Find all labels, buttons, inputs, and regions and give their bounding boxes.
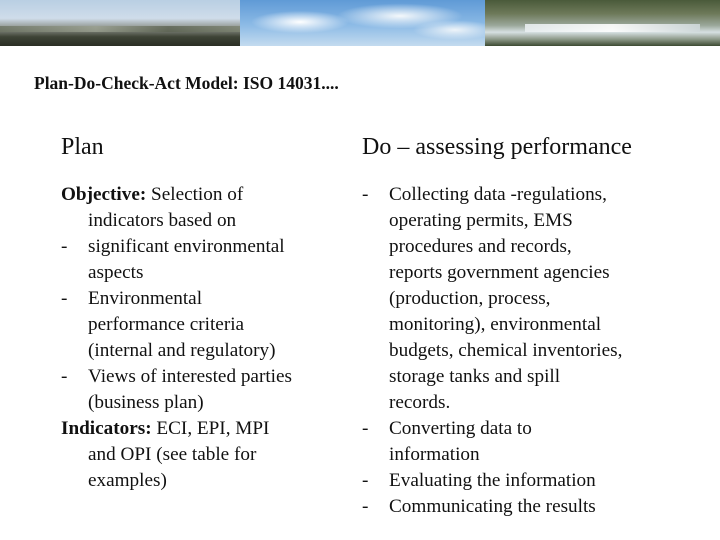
waterfall-photo — [485, 0, 720, 46]
do-bullet-4 — [362, 494, 682, 520]
do-bullet-2 — [362, 416, 682, 468]
indicators-label: Indicators: — [61, 418, 152, 439]
plan-bullet-1-line: significant environmental — [88, 236, 285, 257]
header-banner — [0, 0, 720, 46]
do-bullet-2-line: information — [389, 444, 480, 465]
plan-column — [61, 132, 351, 494]
indicators-text-3: examples) — [88, 470, 167, 491]
do-bullet-1-line: budgets, chemical inventories, — [389, 340, 623, 361]
plan-bullet-2-line: Environmental — [88, 288, 203, 309]
do-bullet-1-line: procedures and records, — [389, 236, 572, 257]
do-bullet-1-line: records. — [389, 392, 451, 413]
do-heading: Do – assessing performance — [362, 134, 632, 160]
landscape-photo — [0, 0, 240, 46]
objective-text: Selection of — [146, 184, 244, 205]
indicators-text-2: and OPI (see table for — [88, 444, 257, 465]
do-bullet-3 — [362, 468, 682, 494]
bullet-dash: - — [362, 418, 369, 439]
plan-bullet-3 — [61, 364, 351, 416]
slide-title: Plan-Do-Check-Act Model: ISO 14031.... — [34, 73, 339, 93]
do-bullet-1 — [362, 182, 682, 416]
do-bullet-3-line: Evaluating the information — [389, 470, 596, 491]
do-bullet-1-line: (production, process, — [389, 288, 551, 309]
do-body — [362, 182, 682, 520]
do-bullet-1-line: reports government agencies — [389, 262, 610, 283]
plan-bullet-3-line: (business plan) — [88, 392, 204, 413]
do-column — [362, 132, 682, 520]
plan-bullet-1-line: aspects — [88, 262, 144, 283]
do-bullet-4-line: Communicating the results — [389, 496, 596, 517]
objective-text-2: indicators based on — [88, 210, 237, 231]
objective-label: Objective: — [61, 184, 147, 205]
sky-clouds-photo — [240, 0, 485, 46]
objective-line — [61, 182, 351, 208]
bullet-dash: - — [61, 236, 68, 257]
bullet-dash: - — [362, 496, 369, 517]
plan-body — [61, 182, 351, 494]
plan-bullet-3-line: Views of interested parties — [88, 366, 292, 387]
bullet-dash: - — [61, 366, 68, 387]
bullet-dash: - — [362, 470, 369, 491]
indicators-text: ECI, EPI, MPI — [151, 418, 270, 439]
bullet-dash: - — [362, 184, 369, 205]
plan-bullet-2 — [61, 286, 351, 364]
do-bullet-1-line: storage tanks and spill — [389, 366, 561, 387]
do-bullet-1-line: monitoring), environmental — [389, 314, 602, 335]
do-bullet-1-line: Collecting data -regulations, — [389, 184, 607, 205]
do-bullet-1-line: operating permits, EMS — [389, 210, 573, 231]
plan-heading: Plan — [61, 134, 104, 160]
plan-bullet-2-line: (internal and regulatory) — [88, 340, 276, 361]
indicators-line — [61, 416, 351, 442]
plan-bullet-1 — [61, 234, 351, 286]
plan-bullet-2-line: performance criteria — [88, 314, 245, 335]
do-bullet-2-line: Converting data to — [389, 418, 532, 439]
bullet-dash: - — [61, 288, 68, 309]
